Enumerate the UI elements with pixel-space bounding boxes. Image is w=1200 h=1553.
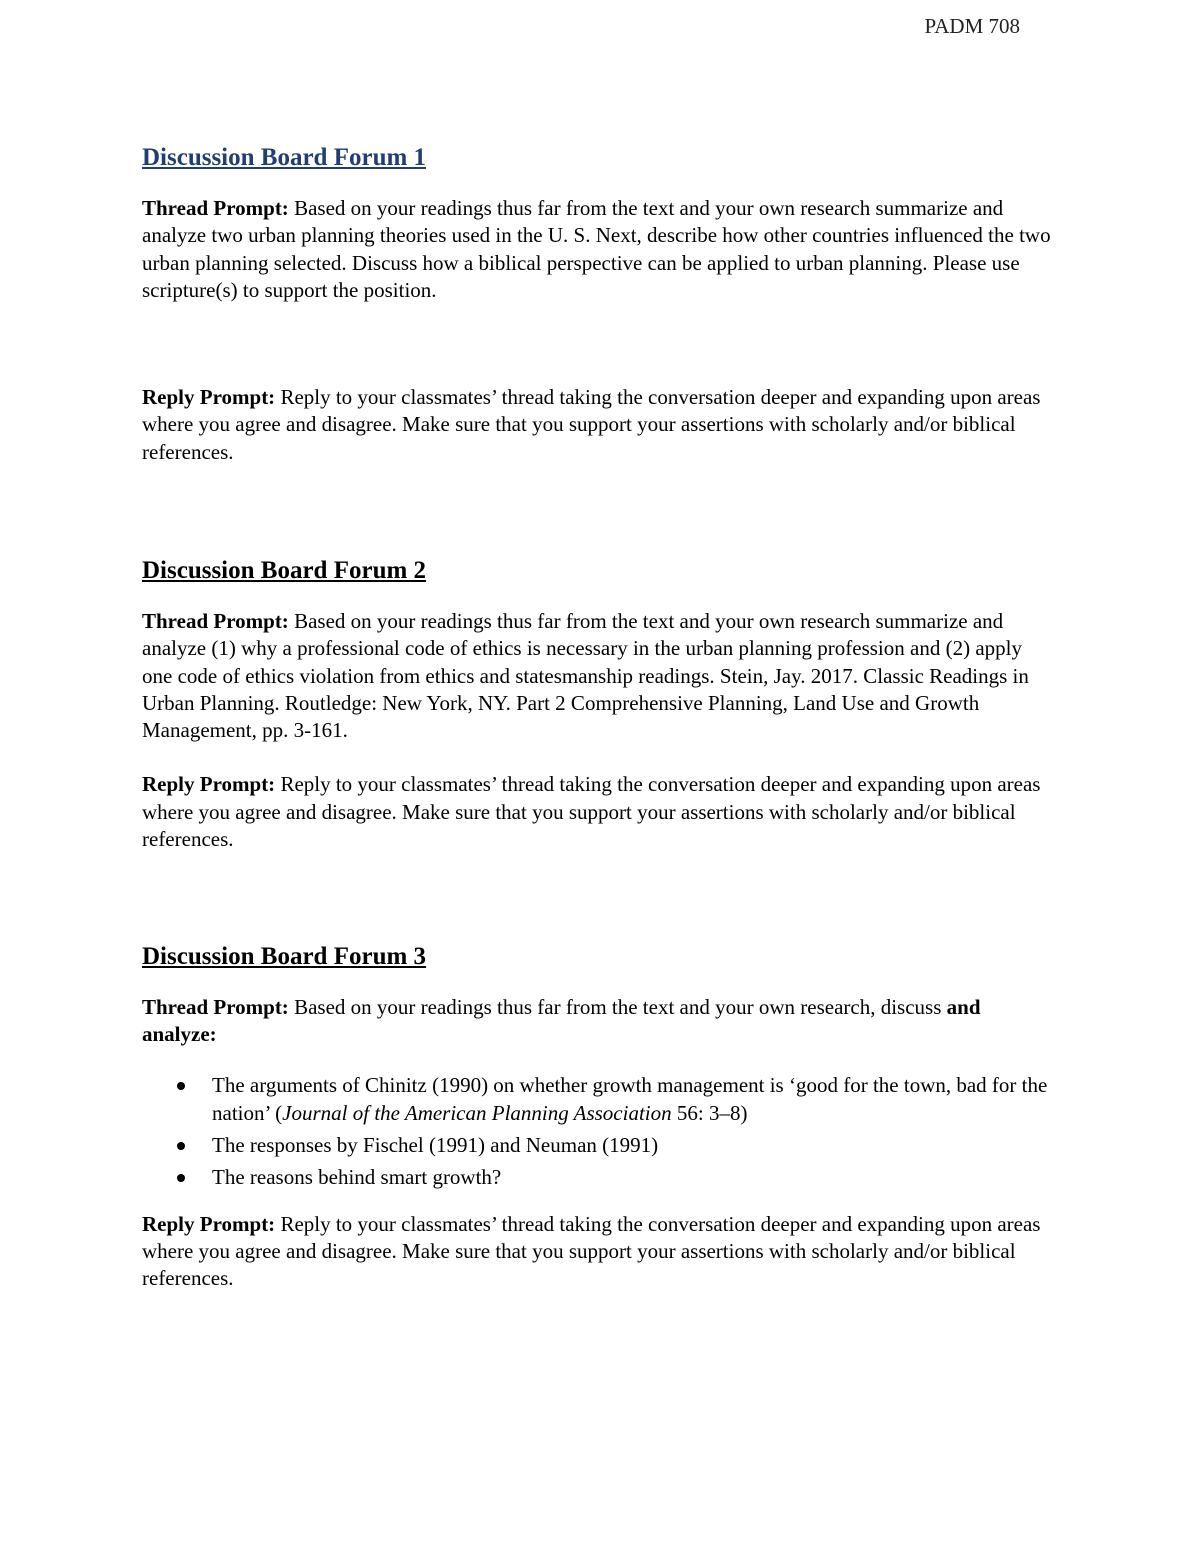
forum-3-bullet-list [142, 1071, 1052, 1191]
bullet-item-responses [212, 1131, 1052, 1159]
reply-prompt-label: Reply Prompt: [142, 385, 276, 410]
thread-prompt-text: Based on your readings thus far from the text and your own research summarize and analyze (1) why a professional code of ethics is necessary in the urban planning profession and (2) apply one code of ethics violation from ethics and statesmanship readings. Stein, Jay. 2017. Classic Readings in Urban Planning. Routledge: New York, NY. Part 2 Comprehensive Planning, Land Use and Growth Management, pp. 3-161. [142, 609, 1029, 743]
bullet-item-chinitz [212, 1071, 1052, 1127]
forum-2-title: Discussion Board Forum 2 [142, 557, 427, 584]
bullet-dot-icon [177, 1174, 185, 1182]
reply-prompt-text: Reply to your classmates’ thread taking the conversation deeper and expanding upon areas where you agree and disagree. Make sure that you support your assertions with scholarly and/or biblical references. [142, 1211, 1041, 1291]
thread-prompt-label: Thread Prompt: [142, 995, 289, 1019]
bullet-dot-icon [177, 1142, 185, 1150]
forum-3-section [142, 942, 1052, 1292]
forum-2-thread-prompt [142, 608, 1052, 744]
bullet-text-tail: 56: 3–8) [671, 1100, 748, 1125]
bullet-item-smart-growth [212, 1163, 1052, 1191]
thread-prompt-text: Based on your readings thus far from the text and your own research, discuss [288, 995, 947, 1019]
reply-prompt-text: Reply to your classmates’ thread taking the conversation deeper and expanding upon areas where you agree and disagree. Make sure that you support your assertions with scholarly and/or biblical references. [142, 772, 1041, 852]
bullet-text: The arguments of Chinitz (1990) on whether growth management is ‘good for the town, bad for the nation’ ( [212, 1072, 1048, 1125]
course-code-header: PADM 708 [924, 14, 1020, 38]
forum-1-title-link[interactable]: Discussion Board Forum 1 [142, 144, 427, 171]
bullet-dot-icon [177, 1082, 185, 1090]
reply-prompt-label: Reply Prompt: [142, 1211, 276, 1236]
reply-prompt-label: Reply Prompt: [142, 772, 276, 797]
forum-2-reply-prompt [142, 771, 1052, 853]
thread-prompt-bold-tail: and analyze: [142, 995, 981, 1047]
forum-1-thread-prompt [142, 195, 1052, 304]
thread-prompt-label: Thread Prompt: [142, 196, 289, 220]
bullet-text: The reasons behind smart growth? [212, 1164, 502, 1189]
reply-prompt-text: Reply to your classmates’ thread taking the conversation deeper and expanding upon areas where you agree and disagree. Make sure that you support your assertions with scholarly and/or biblical references. [142, 385, 1041, 464]
thread-prompt-label: Thread Prompt: [142, 609, 289, 633]
journal-title: Journal of the American Planning Association [282, 1100, 672, 1125]
forum-3-reply-prompt [142, 1211, 1052, 1293]
forum-3-title: Discussion Board Forum 3 [142, 943, 427, 970]
forum-2-section [142, 556, 1052, 853]
forum-3-thread-prompt [142, 994, 1052, 1049]
thread-prompt-text: Based on your readings thus far from the text and your own research summarize and analyze two urban planning theories used in the U. S. Next, describe how other countries influenced the two urban planning selected. Discuss how a biblical perspective can be applied to urban planning. Please use scripture(s) to support the position. [142, 196, 1051, 302]
bullet-text: The responses by Fischel (1991) and Neuman (1991) [212, 1132, 659, 1157]
forum-1-reply-prompt [142, 384, 1052, 466]
forum-1-section [142, 143, 1052, 466]
